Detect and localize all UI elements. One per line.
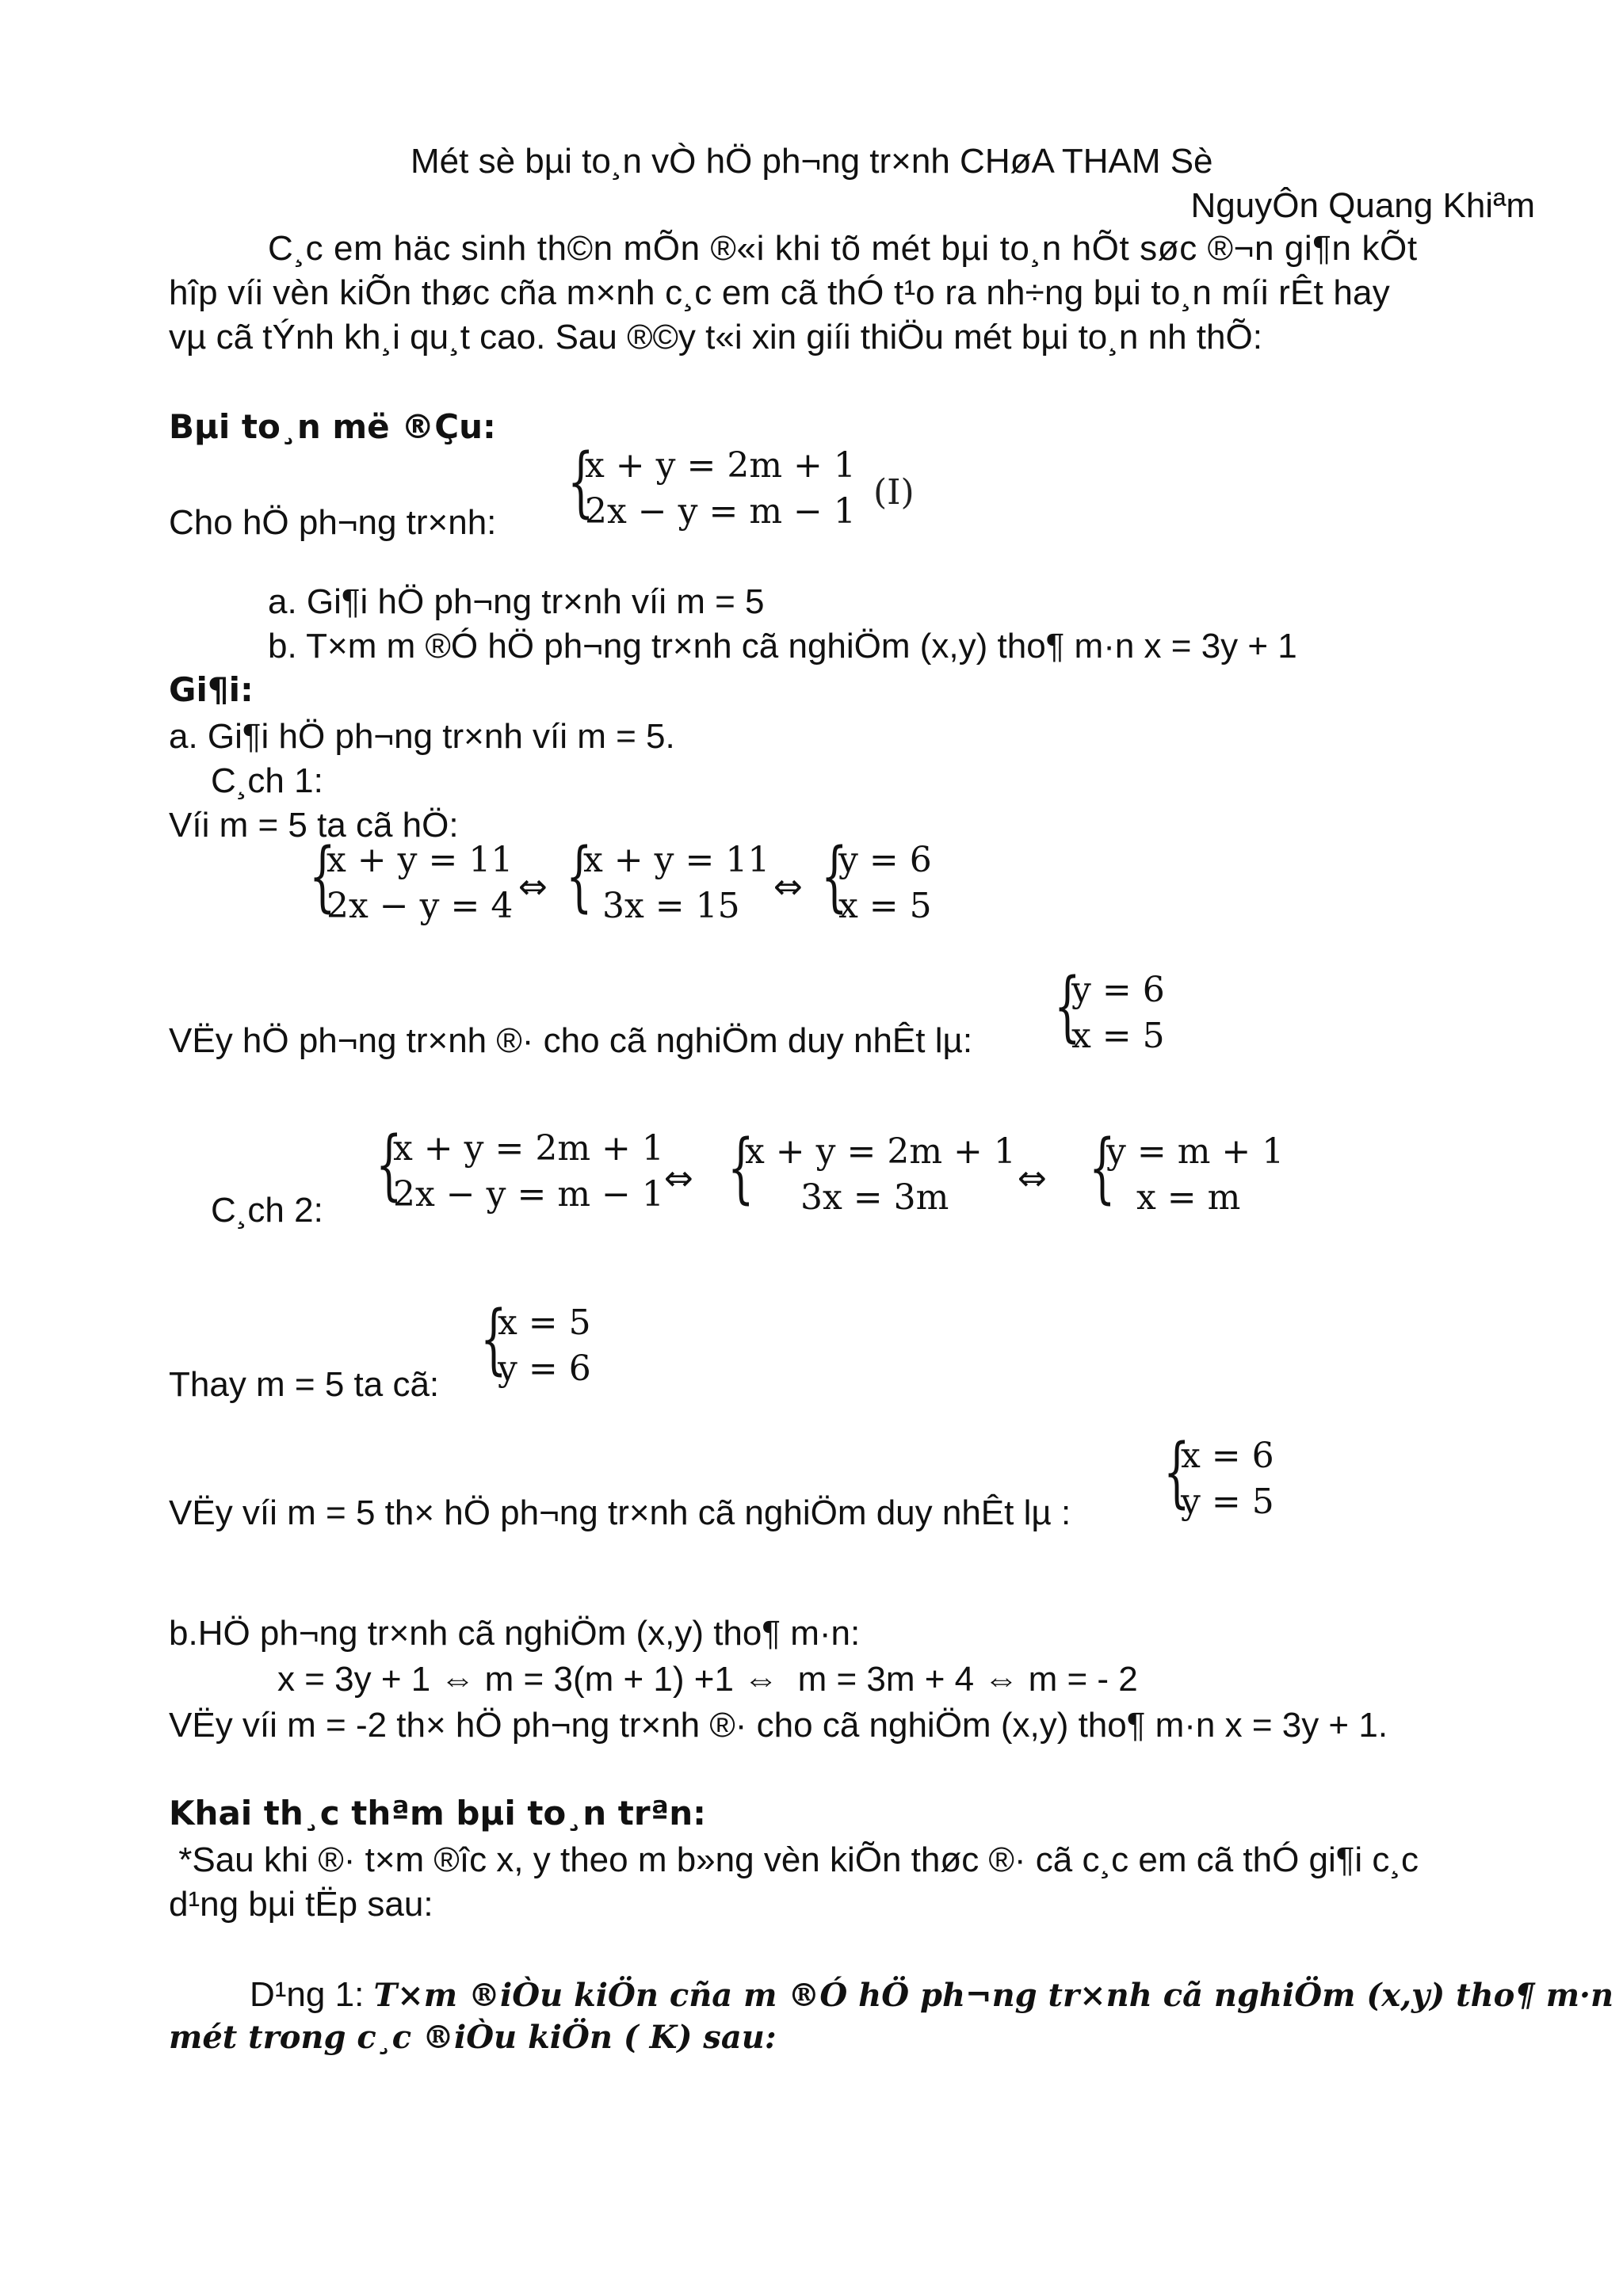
- equation: 2x − y = 4: [327, 886, 514, 926]
- equation: y = 6: [1071, 970, 1165, 1010]
- equation: 2x − y = m − 1: [393, 1174, 664, 1215]
- intro-line-3: vµ cã tÝnh kh¸i qu¸t cao. Sau ®©y t«i xin giíi thiÖu mét bµi to¸n nh thÕ:: [169, 318, 1262, 357]
- brace-icon: {: [1163, 1428, 1190, 1516]
- equation: x + y = 2m + 1: [585, 445, 856, 486]
- system-tag: (I): [873, 472, 915, 513]
- brace-icon: {: [480, 1295, 507, 1383]
- conclusion-1: VËy hÖ ph¬ng tr×nh ®· cho cã nghiÖm duy nhÊt lµ:: [169, 1021, 973, 1060]
- equation: x = 5: [1071, 1016, 1165, 1056]
- solution-b: b.HÖ ph¬ng tr×nh cã nghiÖm (x,y) tho¶ m·n:: [169, 1614, 861, 1653]
- equation: 2x − y = m − 1: [585, 491, 856, 532]
- equation: x + y = 2m + 1: [393, 1128, 664, 1169]
- type-1-line-2: mét trong c¸c ®iÒu kiÖn ( K) sau:: [169, 2019, 777, 2056]
- equation: x = 5: [838, 886, 932, 926]
- equivalence-icon: ⇔: [773, 867, 803, 907]
- brace-icon: {: [376, 1120, 403, 1209]
- brace-icon: {: [1054, 962, 1081, 1051]
- author-name: NguyÔn Quang Khiªm: [1190, 186, 1535, 225]
- equivalence-icon: ⇔: [1018, 1158, 1047, 1199]
- section-heading-opening-problem: Bµi to¸n më ®Çu:: [169, 407, 496, 446]
- type-1-statement: T×m ®iÒu kiÖn cña m ®Ó hÖ ph¬ng tr×nh cã nghiÖm (x,y) tho¶ m·n: [373, 1977, 1614, 2014]
- given-system-label: Cho hÖ ph¬ng tr×nh:: [169, 503, 497, 542]
- type-1-line-1: [250, 1975, 1614, 2014]
- equation: y = 6: [498, 1348, 591, 1389]
- question-a: a. Gi¶i hÖ ph¬ng tr×nh víi m = 5: [268, 582, 765, 621]
- method-2-label: C¸ch 2:: [211, 1191, 323, 1230]
- intro-line-2: hîp víi vèn kiÕn thøc cña m×nh c¸c em cã thÓ t¹o ra nh÷ng bµi to¸n míi rÊt hay: [169, 273, 1390, 312]
- page-title: Mét sè bµi to¸n vÒ hÖ ph¬ng tr×nh CHøA THAM Sè: [411, 142, 1213, 181]
- equation: 3x = 3m: [800, 1177, 949, 1218]
- equation: y = 5: [1181, 1482, 1274, 1522]
- solution-heading: Gi¶i:: [169, 670, 254, 709]
- equation: y = m + 1: [1106, 1131, 1285, 1172]
- equation: x + y = 11: [583, 840, 770, 880]
- equation: x = m: [1136, 1177, 1241, 1218]
- equation: 3x = 15: [602, 886, 740, 926]
- extension-line-1: *Sau khi ®· t×m ®îc x, y theo m b»ng vèn kiÕn thøc ®· cã c¸c em cã thÓ gi¶i c¸c: [169, 1840, 1419, 1879]
- solution-a: a. Gi¶i hÖ ph¬ng tr×nh víi m = 5.: [169, 717, 675, 756]
- question-b: b. T×m m ®Ó hÖ ph¬ng tr×nh cã nghiÖm (x,y) tho¶ m·n x = 3y + 1: [268, 627, 1297, 666]
- equivalence-icon: ⇔: [664, 1158, 693, 1199]
- brace-icon: {: [567, 437, 594, 526]
- equivalence-icon: ⇔: [518, 867, 548, 907]
- brace-icon: {: [309, 832, 336, 921]
- brace-icon: {: [727, 1123, 754, 1212]
- with-m5-label: Víi m = 5 ta cã hÖ:: [169, 806, 459, 845]
- equation: x = 6: [1181, 1436, 1274, 1476]
- brace-icon: {: [1089, 1123, 1116, 1212]
- method-1-label: C¸ch 1:: [211, 761, 323, 800]
- conclusion-2: VËy víi m = 5 th× hÖ ph¬ng tr×nh cã nghiÖm duy nhÊt lµ :: [169, 1493, 1071, 1532]
- substitute-label: Thay m = 5 ta cã:: [169, 1365, 440, 1404]
- equation: x + y = 11: [327, 840, 514, 880]
- equation: x + y = 2m + 1: [745, 1131, 1016, 1172]
- brace-icon: {: [821, 832, 848, 921]
- section-heading-extension: Khai th¸c thªm bµi to¸n trªn:: [169, 1794, 706, 1833]
- solution-b-equation: x = 3y + 1 ⇔ m = 3(m + 1) +1 ⇔ m = 3m + 4 ⇔ m = - 2: [277, 1660, 1138, 1699]
- brace-icon: {: [566, 832, 593, 921]
- intro-line-1: C¸c em häc sinh th©n mÕn ®«i khi tõ mét bµi to¸n hÕt søc ®¬n gi¶n kÕt: [268, 229, 1418, 268]
- solution-b-conclusion: VËy víi m = -2 th× hÖ ph¬ng tr×nh ®· cho cã nghiÖm (x,y) tho¶ m·n x = 3y + 1.: [169, 1706, 1388, 1745]
- type-1-label: D¹ng 1:: [250, 1975, 374, 2014]
- equation: x = 5: [498, 1302, 591, 1343]
- extension-line-2: d¹ng bµi tËp sau:: [169, 1885, 433, 1924]
- equation: y = 6: [838, 840, 932, 880]
